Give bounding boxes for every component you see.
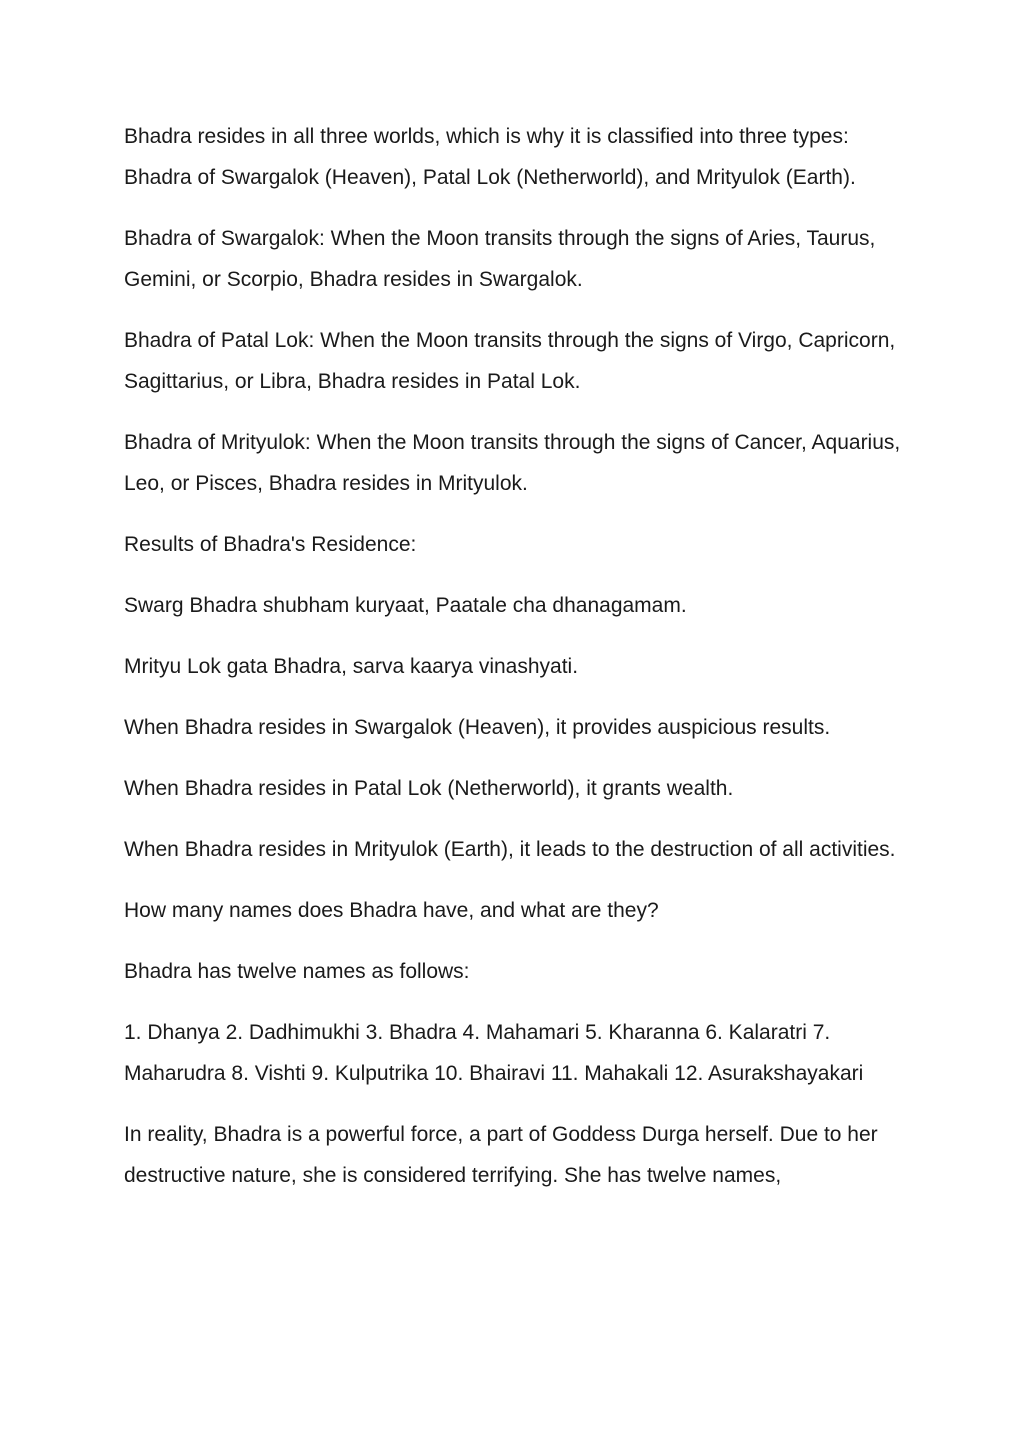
paragraph-mrityulok: Bhadra of Mrityulok: When the Moon transits through the signs of Cancer, Aquarius, Leo, or Pisces, Bhadra resides in Mrityulok. — [124, 431, 901, 495]
paragraph-names-list: 1. Dhanya 2. Dadhimukhi 3. Bhadra 4. Mahamari 5. Kharanna 6. Kalaratri 7. Maharudra 8. Vishti 9. Kulputrika 10. Bhairavi 11. Mahakali 12. Asurakshayakari — [124, 1021, 864, 1085]
paragraph-names-intro: Bhadra has twelve names as follows: — [124, 960, 470, 983]
paragraph-result-mrityulok: When Bhadra resides in Mrityulok (Earth), it leads to the destruction of all activities. — [124, 838, 896, 861]
paragraph-results-heading: Results of Bhadra's Residence: — [124, 533, 417, 556]
paragraph-verse-line-2: Mrityu Lok gata Bhadra, sarva kaarya vinashyati. — [124, 655, 579, 678]
paragraph-patal-lok: Bhadra of Patal Lok: When the Moon transits through the signs of Virgo, Capricorn, Sagittarius, or Libra, Bhadra resides in Patal Lok. — [124, 329, 896, 393]
paragraph-result-patal-lok: When Bhadra resides in Patal Lok (Netherworld), it grants wealth. — [124, 777, 734, 800]
document-body — [124, 116, 904, 1216]
paragraph-three-worlds: Bhadra resides in all three worlds, which is why it is classified into three types: Bhadra of Swargalok (Heaven), Patal Lok (Netherworld), and Mrityulok (Earth). — [124, 125, 856, 189]
paragraph-durga: In reality, Bhadra is a powerful force, a part of Goddess Durga herself. Due to her destructive nature, she is considered terrifying. She has twelve names, — [124, 1123, 878, 1187]
paragraph-result-swargalok: When Bhadra resides in Swargalok (Heaven), it provides auspicious results. — [124, 716, 831, 739]
paragraph-swargalok: Bhadra of Swargalok: When the Moon transits through the signs of Aries, Taurus, Gemini, or Scorpio, Bhadra resides in Swargalok. — [124, 227, 876, 291]
paragraph-names-question: How many names does Bhadra have, and what are they? — [124, 899, 659, 922]
paragraph-verse-line-1: Swarg Bhadra shubham kuryaat, Paatale cha dhanagamam. — [124, 594, 687, 617]
